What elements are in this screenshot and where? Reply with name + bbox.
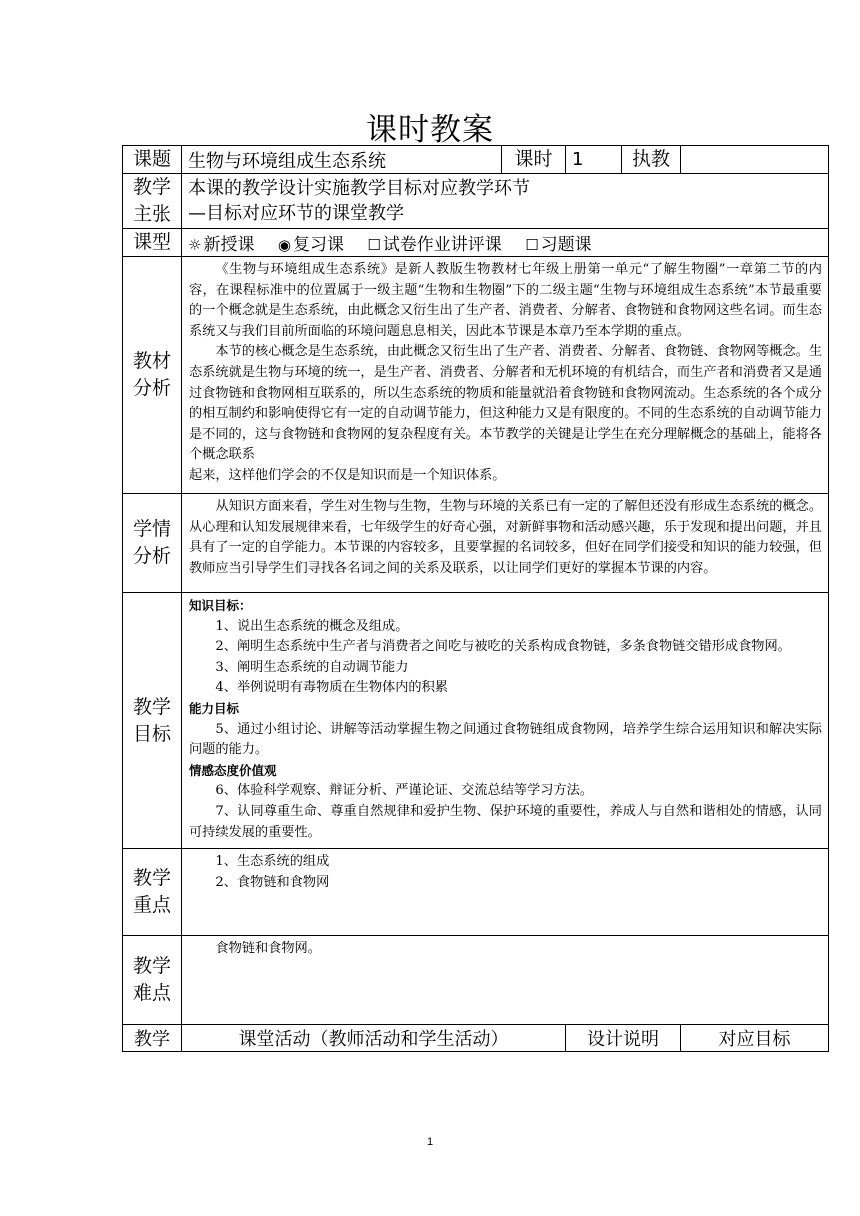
radio-selected-icon: ◉ (277, 236, 291, 254)
teaching-column-header: 教学 (123, 1025, 182, 1052)
material-analysis-row (123, 257, 829, 494)
lesson-type-label: 课型 (123, 229, 182, 257)
design-notes-column-header: 设计说明 (566, 1025, 681, 1052)
material-label-line-1: 教材 (132, 350, 171, 372)
option-new-lesson[interactable] (188, 235, 254, 255)
objectives-label-line-2: 目标 (132, 722, 171, 745)
objective-3: 3、阐明生态系统的自动调节能力 (215, 659, 409, 675)
target-column-header: 对应目标 (681, 1025, 829, 1052)
proposition-content (182, 174, 829, 229)
objectives-content (182, 593, 829, 849)
difficulties-label-line-2: 难点 (132, 982, 171, 1004)
objective-4: 4、举例说明有毒物质在生物体内的积累 (215, 680, 448, 696)
proposition-line-1: 本课的教学设计实施教学目标对应教学环节 (188, 178, 530, 199)
student-analysis-content (182, 494, 829, 593)
knowledge-objectives-title: 知识目标： (189, 598, 252, 613)
difficulties-content (182, 936, 829, 1025)
key-point-2: 2、食物链和食物网 (215, 874, 330, 890)
key-points-content (182, 849, 829, 936)
objectives-row (123, 593, 829, 849)
material-label-line-2: 分析 (132, 377, 171, 399)
proposition-row (123, 174, 829, 229)
key-point-1: 1、生态系统的组成 (215, 854, 330, 869)
material-analysis-label (123, 257, 182, 494)
objective-5: 5、通过小组讨论、讲解等活动掌握生物之间通过食物链组成食物网，培养学生综合运用知识和解决实际问题的能力。 (189, 721, 822, 758)
difficulties-label (123, 936, 182, 1025)
activity-header-row (123, 1025, 829, 1052)
student-analysis-text: 从知识方面来看，学生对生物与生物，生物与环境的关系已有一定的了解但还没有形成生态系统的概念。从心理和认知发展规律来看，七年级学生的好奇心强，对新鲜事物和活动感兴趣，乐于发现和提出问题，并且具有了一定的自学能力。本节课的内容较多，且要掌握的名词较多，但好在同学们接受和知识的能力较强，但教师应当引导学生们寻找各名词之间的关系及联系，以让同学们更好的掌握本节课的内容。 (189, 499, 823, 576)
activity-column-header: 课堂活动（教师活动和学生活动） (182, 1025, 566, 1052)
topic-row (123, 146, 829, 174)
key-points-label (123, 849, 182, 936)
sun-icon: ☼ (188, 236, 202, 254)
proposition-label (123, 174, 182, 229)
lesson-plan-table (122, 145, 829, 1052)
topic-label: 课题 (123, 146, 182, 174)
objective-6: 6、体验科学观察、辩证分析、严谨论证、交流总结等学习方法。 (215, 783, 594, 799)
lesson-type-row (123, 229, 829, 257)
checkbox-icon: ☐ (525, 236, 539, 254)
hours-value: 1 (566, 146, 622, 174)
student-label-line-1: 学情 (132, 518, 171, 540)
proposition-line-2: —目标对应环节的课堂教学 (188, 203, 404, 224)
objective-7: 7、认同尊重生命、尊重自然规律和爱护生物、保护环境的重要性，养成人与自然和谐相处的情感，认同可持续发展的重要性。 (189, 803, 822, 840)
ability-objectives-title: 能力目标 (189, 700, 240, 716)
emotion-objectives-title: 情感态度价值观 (189, 762, 277, 778)
option-exam-review[interactable] (367, 235, 501, 255)
option-review-lesson[interactable] (278, 235, 344, 255)
key-points-label-line-1: 教学 (132, 867, 171, 889)
difficulties-label-line-1: 教学 (132, 955, 171, 977)
difficulty-text: 食物链和食物网。 (215, 941, 321, 956)
student-analysis-label (123, 494, 182, 593)
option-new-lesson-text: 新授课 (203, 235, 255, 255)
student-analysis-row (123, 494, 829, 593)
material-paragraph-2: 本节的核心概念是生态系统，由此概念又衍生出了生产者、消费者、分解者、食物链、食物网等概念。生态系统就是生物与环境的统一，是生产者、消费者、分解者和无机环境的有机结合，而生产者和消费者又是通过食物链和食物网相互联系的，所以生态系统的物质和能量就沿着食物链和食物网流动。生态系统的各个成分的相互制约和影响使得它有一定的自动调节能力，但这种能力又是有限度的。不同的生态系统的自动调节能力是不同的，这与食物链和食物网的复杂程度有关。本节教学的关键是让学生在充分理解概念的基础上，能将各个概念联系 (189, 344, 823, 463)
objective-1: 1、说出生态系统的概念及组成。 (215, 618, 409, 634)
hours-label: 课时 (502, 146, 566, 174)
teacher-label: 执教 (622, 146, 681, 174)
checkbox-icon: ☐ (367, 236, 381, 254)
option-review-lesson-text: 复习课 (292, 235, 344, 255)
material-analysis-content (182, 257, 829, 494)
topic-value: 生物与环境组成生态系统 (182, 146, 502, 174)
material-paragraph-2-end: 起来，这样他们学会的不仅是知识而是一个知识体系。 (189, 467, 506, 483)
teacher-value (681, 146, 829, 174)
key-points-label-line-2: 重点 (132, 894, 171, 916)
material-paragraph-1: 《生物与环境组成生态系统》是新人教版生物教材七年级上册第一单元“了解生物圈”一章第二节的内容，在课程标准中的位置属于一级主题“生物和生物圈”下的二级主题“生物与环境组成生态系统”本节最重要的一个概念就是生态系统，由此概念又衍生出了生产者、消费者、分解者、食物链和食物网这些名词。而生态系统又与我们目前所面临的环境问题息息相关，因此本节课是本章乃至本学期的重点。 (189, 262, 822, 339)
objectives-label-line-1: 教学 (132, 695, 171, 718)
proposition-label-line-1: 教学 (132, 176, 171, 198)
document-title: 课时教案 (366, 112, 494, 148)
page-number: 1 (426, 1136, 434, 1148)
option-exercise-lesson-text: 习题课 (540, 235, 592, 255)
lesson-type-options (182, 229, 829, 257)
difficulties-row (123, 936, 829, 1025)
proposition-label-line-2: 主张 (132, 203, 171, 225)
student-label-line-2: 分析 (132, 545, 171, 567)
option-exercise-lesson[interactable] (525, 235, 591, 255)
objective-2: 2、阐明生态系统中生产者与消费者之间吃与被吃的关系构成食物链，多条食物链交错形成食物网。 (215, 639, 791, 655)
key-points-row (123, 849, 829, 936)
option-exam-review-text: 试卷作业讲评课 (382, 235, 502, 255)
objectives-label (123, 593, 182, 849)
